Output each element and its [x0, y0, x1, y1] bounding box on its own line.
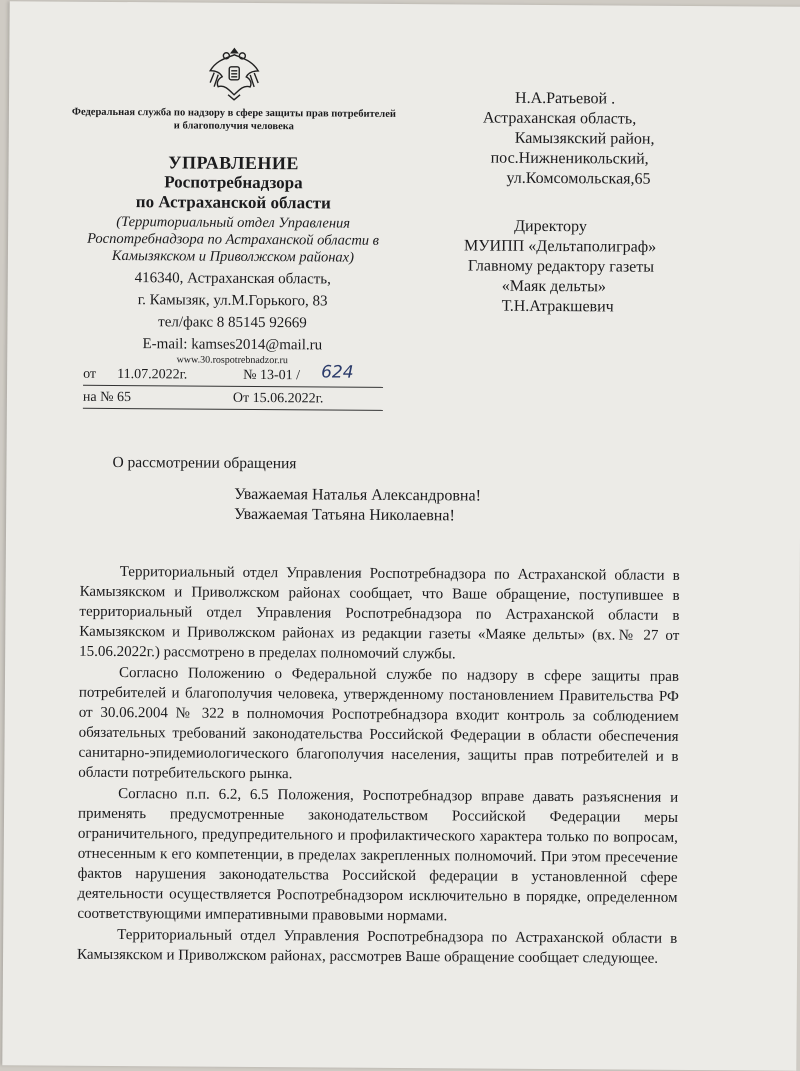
recipient-1-district: Камызякский район, — [514, 129, 655, 148]
from-date: 11.07.2022г. — [117, 367, 188, 383]
recipient-1-street: ул.Комсомольская,65 — [506, 169, 651, 188]
handwritten-number: 624 — [321, 362, 354, 383]
body-paragraph-4: Территориальный отдел Управления Роспотребнадзора по Астраханской области в Камызякском и Приволжском районах, рассмотрев Ваше обращение сообщает следующее. — [77, 927, 678, 967]
letter-body — [77, 562, 680, 970]
recipient-2-newspaper: «Маяк дельты» — [501, 277, 606, 296]
recipient-1-name: Н.А.Ратьевой . — [514, 89, 616, 108]
greeting-line-2: Уважаемая Татьяна Николаевна! — [234, 505, 455, 525]
greeting — [234, 485, 481, 527]
body-paragraph-2: Согласно Положению о Федеральной службе по надзору в сфере защиты прав потребителей и благополучия человека, утвержденному постановлением Правительства РФ от 30.06.2004 № 322 в полномочия Роспотребнадзора входит контроль за соблюдением обязательных требований законодательства Российской Федерации в области обеспечения санитарно-эпидемиологического благополучия населения, защиты прав потребителей и в области потребительского рынка. — [78, 665, 680, 783]
to-label: на № 65 — [82, 389, 132, 406]
recipient-1-settlement: пос.Нижненикольский, — [490, 149, 649, 168]
department-name — [68, 152, 398, 214]
recipient-1-region: Астраханская область, — [482, 109, 637, 128]
letter-subject: О рассмотрении обращения — [112, 453, 297, 473]
phone-fax: тел/факс 8 85145 92669 — [158, 314, 307, 332]
from-label: от — [83, 366, 97, 382]
to-date: От 15.06.2022г. — [232, 390, 324, 407]
body-paragraph-1: Территориальный отдел Управления Роспотребнадзора по Астраханской области в Камызякском и Приволжском районах сообщает, что Ваше обращение, поступившее в территориальный отдел Управления Роспотребнадзора по Астраханской области в Камызякском и Приволжском районах из редакции газеты «Маяке дельты» (вх.№ 27 от 15.06.2022г.) рассмотрено в пределах полномочий службы. — [79, 564, 680, 663]
address-line-2: г. Камызяк, ул.М.Горького, 83 — [137, 292, 328, 310]
agency-name: Федеральная служба по надзору в сфере защиты прав потребителей и благополучия человека — [71, 106, 396, 133]
document-page — [2, 1, 800, 1071]
body-paragraph-3: Согласно п.п. 6.2, 6.5 Положения, Роспотребнадзор вправе давать разъяснения и применять предусмотренные законодательством Российской Федерации меры ограничительного, предупредительного и профилактического характера только по вопросам, отнесенным к его компетенции, в пределах закрепленных полномочий. При этом пресечение фактов нарушения законодательства Российской федерации в установленной сфере деятельности осуществляется Роспотребнадзором исключительно в порядке, определенном соответствующими императивными правовыми нормами. — [77, 786, 679, 925]
email-address: E-mail: kamses2014@mail.ru — [142, 336, 323, 354]
department-line-2: Роспотребнадзора — [164, 172, 303, 193]
incoming-reference — [83, 390, 383, 411]
number-label: № 13-01 / — [243, 367, 301, 384]
territorial-office: (Территориальный отдел Управления Роспотребнадзора по Астраханской области в Камызякском и Приволжском районах) — [87, 213, 380, 266]
address-line-1: 416340, Астраханская область, — [134, 270, 331, 288]
recipient-2-organization: МУИПП «Дельтаполиграф» — [463, 237, 657, 256]
recipient-2-name: Т.Н.Атракшевич — [501, 297, 614, 316]
website: www.30.rospotrebnadzor.ru — [176, 354, 288, 367]
outgoing-reference — [83, 362, 383, 388]
greeting-line-1: Уважаемая Наталья Александровна! — [234, 485, 482, 505]
coat-of-arms-icon — [206, 43, 262, 101]
recipients — [463, 89, 720, 319]
department-line-1: УПРАВЛЕНИЕ — [168, 152, 299, 174]
recipient-2-title: Директору — [514, 217, 587, 236]
sender-letterhead — [67, 42, 400, 411]
recipient-2-position: Главному редактору газеты — [467, 257, 655, 276]
department-line-3: по Астраханской области — [135, 192, 331, 213]
